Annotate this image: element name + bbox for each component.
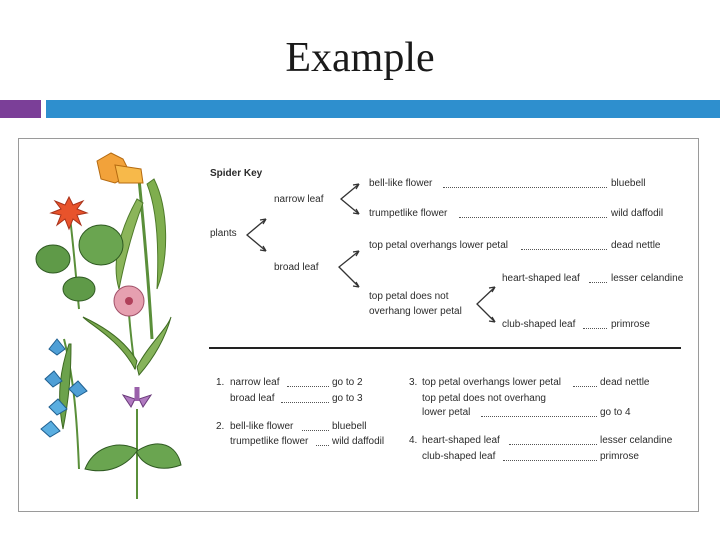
dk-q2b-result: wild daffodil <box>332 436 385 447</box>
dk-q1-number: 1. <box>216 377 225 388</box>
dk-q2b: trumpetlike flower <box>230 436 309 447</box>
spider-lesser-celandine: lesser celandine <box>611 273 684 284</box>
accent-bar-blue <box>46 100 720 118</box>
spider-trumpetlike: trumpetlike flower <box>369 208 448 219</box>
spider-narrow-leaf: narrow leaf <box>274 194 324 205</box>
spider-top-not-line1: top petal does not <box>369 291 449 302</box>
section-divider <box>209 347 681 349</box>
spider-bell-like: bell-like flower <box>369 178 433 189</box>
spider-key-heading: Spider Key <box>210 168 263 179</box>
spider-dead-nettle: dead nettle <box>611 240 661 251</box>
dk-q4-number: 4. <box>409 435 418 446</box>
slide-title: Example <box>285 35 435 81</box>
dk-q2-number: 2. <box>216 421 225 432</box>
dk-q1a-result: go to 2 <box>332 377 363 388</box>
dk-q3-number: 3. <box>409 377 418 388</box>
spider-primrose: primrose <box>611 319 650 330</box>
spider-plants-label: plants <box>210 228 237 239</box>
spider-top-not-line2: overhang lower petal <box>369 306 462 317</box>
dk-q3b-line1: top petal does not overhang <box>422 393 546 404</box>
spider-top-overhangs: top petal overhangs lower petal <box>369 240 508 251</box>
dk-q3a: top petal overhangs lower petal <box>422 377 561 388</box>
accent-bar-purple <box>0 100 41 118</box>
spider-wild-daffodil: wild daffodil <box>611 208 664 219</box>
dk-q4a-result: lesser celandine <box>600 435 673 446</box>
dk-q1b: broad leaf <box>230 393 275 404</box>
spider-key-branches <box>19 139 698 511</box>
dk-q2a-result: bluebell <box>332 421 367 432</box>
spider-club-shaped: club-shaped leaf <box>502 319 576 330</box>
dk-q4b-result: primrose <box>600 451 639 462</box>
dk-q1b-result: go to 3 <box>332 393 363 404</box>
dk-q4b: club-shaped leaf <box>422 451 496 462</box>
key-figure <box>18 138 699 512</box>
spider-bluebell: bluebell <box>611 178 646 189</box>
dk-q3b-result: go to 4 <box>600 407 631 418</box>
spider-broad-leaf: broad leaf <box>274 262 319 273</box>
dk-q2a: bell-like flower <box>230 421 294 432</box>
dk-q3b-line2: lower petal <box>422 407 471 418</box>
dk-q4a: heart-shaped leaf <box>422 435 500 446</box>
spider-heart-shaped: heart-shaped leaf <box>502 273 580 284</box>
dk-q3a-result: dead nettle <box>600 377 650 388</box>
dk-q1a: narrow leaf <box>230 377 280 388</box>
